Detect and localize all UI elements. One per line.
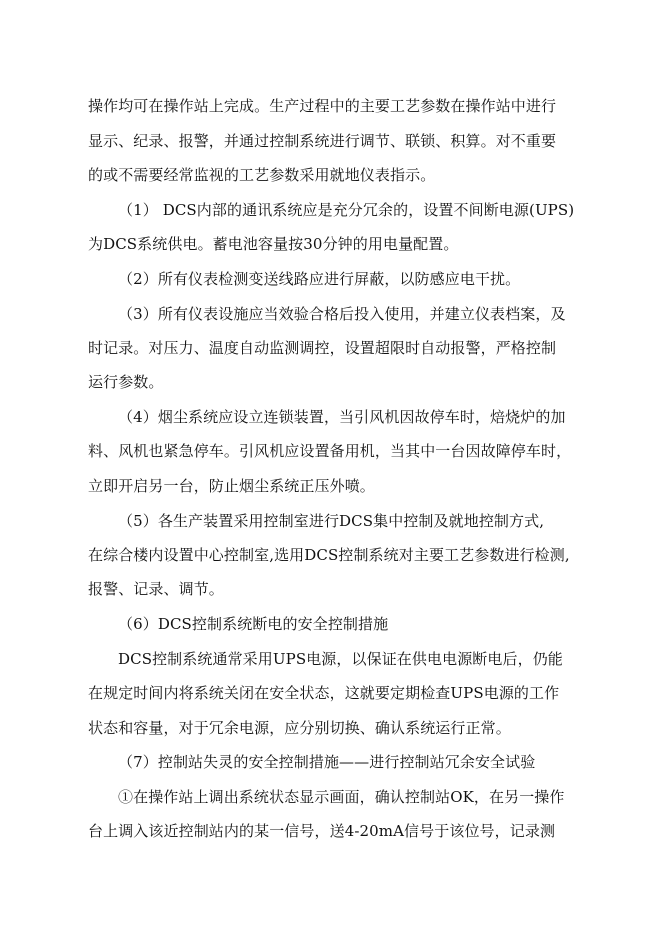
- body-line-3: 的或不需要经常监视的工艺参数采用就地仪表指示。: [88, 166, 436, 184]
- item-5-line-2: 在综合楼内设置中心控制室,选用DCS控制系统对主要工艺参数进行检测,: [88, 546, 570, 564]
- item-2-line-1: （2）所有仪表检测变送线路应进行屏蔽，以防感应电干扰。: [118, 270, 521, 288]
- item-7-step-1-line-2: 台上调入该近控制站内的某一信号，送4-20mA信号于该位号，记录测: [88, 822, 556, 840]
- item-7-step-1-line-1: ①在操作站上调出系统状态显示画面，确认控制站OK，在另一操作: [118, 788, 565, 806]
- item-3-line-3: 运行参数。: [88, 373, 164, 391]
- body-line-1: 操作均可在操作站上完成。生产过程中的主要工艺参数在操作站中进行: [88, 97, 557, 115]
- item-3-line-2: 时记录。对压力、温度自动监测调控，设置超限时自动报警，严格控制: [88, 339, 557, 357]
- item-4-line-1: （4）烟尘系统应设立连锁装置，当引风机因故停车时，焙烧炉的加: [118, 408, 566, 426]
- item-5-line-3: 报警、记录、调节。: [88, 580, 224, 598]
- item-3-line-1: （3）所有仪表设施应当效验合格后投入使用，并建立仪表档案，及: [118, 305, 566, 323]
- body-line-2: 显示、纪录、报警，并通过控制系统进行调节、联锁、积算。对不重要: [88, 132, 557, 150]
- item-1-line-1: （1） DCS内部的通讯系统应是充分冗余的，设置不间断电源(UPS): [118, 201, 575, 219]
- item-4-line-2: 料、风机也紧急停车。引风机应设置备用机，当其中一台因故障停车时，: [88, 442, 572, 460]
- item-1-line-2: 为DCS系统供电。蓄电池容量按30分钟的用电量配置。: [88, 235, 459, 253]
- item-6-line-2: 在规定时间内将系统关闭在安全状态，这就要定期检查UPS电源的工作: [88, 684, 560, 702]
- item-4-line-3: 立即开启另一台，防止烟尘系统正压外喷。: [88, 477, 375, 495]
- item-6-line-3: 状态和容量，对于冗余电源，应分别切换、确认系统运行正常。: [88, 719, 511, 737]
- item-6-line-1: DCS控制系统通常采用UPS电源，以保证在供电电源断电后，仍能: [118, 650, 563, 668]
- item-5-line-1: （5）各生产装置采用控制室进行DCS集中控制及就地控制方式,: [118, 512, 545, 530]
- item-7-heading: （7）控制站失灵的安全控制措施——进行控制站冗余安全试验: [118, 753, 536, 771]
- item-6-heading: （6）DCS控制系统断电的安全控制措施: [118, 615, 389, 633]
